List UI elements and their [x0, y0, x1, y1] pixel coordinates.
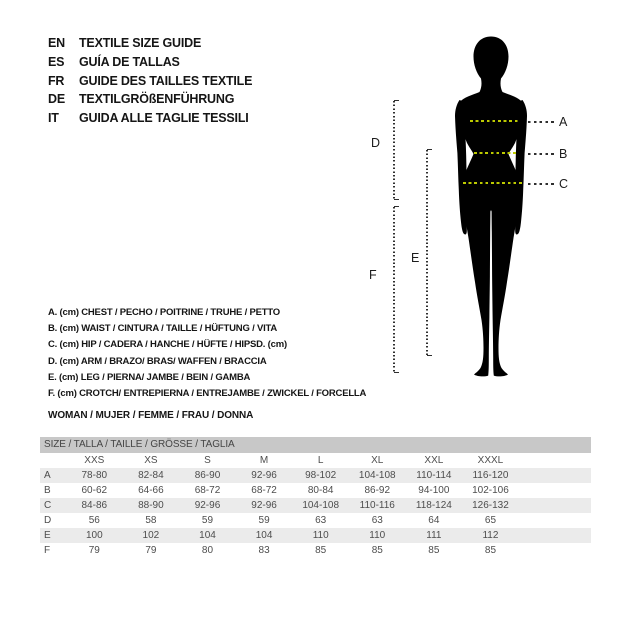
size-cell: 85 [484, 545, 497, 556]
size-cell: 94-100 [418, 485, 450, 496]
language-code: DE [48, 92, 65, 107]
language-row [48, 90, 252, 109]
size-cell: 85 [428, 545, 440, 556]
size-cell: 92-96 [251, 470, 277, 481]
size-cell: 84-86 [81, 500, 108, 511]
tick-mark [427, 149, 432, 150]
size-cell: 100 [85, 530, 103, 541]
size-col-header: XL [371, 455, 384, 466]
woman-silhouette-icon [430, 30, 552, 380]
size-cell: 56 [88, 515, 100, 526]
size-cell: 80 [201, 545, 214, 556]
size-table [40, 437, 591, 558]
language-code: FR [48, 73, 65, 88]
size-col-header: M [259, 455, 269, 466]
measurement-legend-item: A. (cm) CHEST / PECHO / POITRINE / TRUHE / PETTO [48, 306, 280, 318]
size-row-chest [40, 468, 591, 483]
size-cell: 58 [145, 515, 157, 526]
size-row-label: E [44, 530, 51, 541]
tick-mark [394, 206, 399, 207]
size-cell: 102-106 [472, 485, 509, 496]
language-code: IT [48, 111, 59, 126]
hip-leader-line [528, 183, 555, 185]
size-cell: 65 [484, 515, 497, 526]
size-cell: 116-120 [472, 470, 509, 481]
size-cell: 68-72 [251, 485, 277, 496]
size-cell: 110-116 [359, 500, 395, 511]
size-cell: 110 [312, 530, 329, 541]
language-label: TEXTILGRÖßENFÜHRUNG [79, 92, 235, 107]
size-cell: 104 [255, 530, 273, 541]
size-cell: 104-108 [358, 470, 396, 481]
measurement-legend [48, 304, 366, 402]
marker-label-hip: C [559, 177, 569, 191]
marker-label-leg: E [411, 251, 420, 265]
size-cell: 92-96 [251, 500, 277, 511]
waist-measure-line [474, 152, 516, 154]
size-cell: 59 [258, 515, 270, 526]
size-row-label: D [44, 515, 52, 526]
hip-measure-line [463, 182, 522, 184]
measurement-legend-item: E. (cm) LEG / PIERNA/ JAMBE / BEIN / GAMBA [48, 371, 251, 383]
waist-leader-line [528, 153, 555, 155]
language-row [48, 53, 252, 72]
size-cell: 85 [371, 545, 383, 556]
size-cell: 112 [482, 530, 499, 541]
tick-mark [427, 355, 432, 356]
marker-label-waist: B [559, 147, 568, 161]
size-row-leg [40, 528, 591, 543]
language-label: GUIDA ALLE TAGLIE TESSILI [79, 111, 249, 126]
size-cell: 104 [199, 530, 216, 541]
marker-label-crotch: F [369, 268, 377, 282]
size-cell: 88-90 [138, 500, 164, 511]
size-cell: 102 [142, 530, 160, 541]
gender-label: WOMAN / MUJER / FEMME / FRAU / DONNA [48, 410, 254, 421]
language-row [48, 109, 252, 128]
size-col-header: XXS [84, 455, 105, 466]
language-code: EN [48, 36, 65, 51]
size-cell: 59 [201, 515, 214, 526]
size-col-header: L [317, 455, 324, 466]
size-table-title: SIZE / TALLA / TAILLE / GRÖSSE / TAGLIA [40, 437, 591, 453]
leg-measure-line [426, 150, 428, 357]
measurement-legend-item: D. (cm) ARM / BRAZO/ BRAS/ WAFFEN / BRACCIA [48, 355, 267, 367]
language-label: GUÍA DE TALLAS [79, 55, 180, 70]
marker-label-chest: A [559, 115, 568, 129]
size-col-header: XS [144, 455, 158, 466]
size-row-label: F [44, 545, 51, 556]
size-cell: 80-84 [307, 485, 334, 496]
size-cell: 118-124 [415, 500, 452, 511]
size-row-label: B [44, 485, 51, 496]
language-title-block [48, 34, 252, 127]
tick-mark [394, 100, 399, 101]
size-row-waist [40, 483, 591, 498]
size-row-hip [40, 498, 591, 513]
size-col-header: XXL [424, 455, 444, 466]
size-cell: 60-62 [81, 485, 108, 496]
language-code: ES [48, 55, 65, 70]
size-cell: 64-66 [138, 485, 164, 496]
crotch-measure-line [393, 207, 395, 373]
size-col-header: XXXL [477, 455, 504, 466]
size-table-header-row [40, 453, 591, 468]
size-cell: 63 [371, 515, 383, 526]
size-row-arm [40, 513, 591, 528]
size-row-crotch [40, 543, 591, 558]
chest-measure-line [470, 120, 520, 122]
size-cell: 68-72 [194, 485, 221, 496]
measurement-legend-item: C. (cm) HIP / CADERA / HANCHE / HÜFTE / HIPSD. (cm) [48, 339, 287, 351]
size-cell: 126-132 [472, 500, 509, 511]
size-cell: 79 [88, 545, 100, 556]
size-cell: 64 [428, 515, 440, 526]
language-label: GUIDE DES TAILLES TEXTILE [79, 73, 253, 88]
size-cell: 79 [145, 545, 157, 556]
size-cell: 110-114 [416, 470, 452, 481]
size-cell: 85 [315, 545, 327, 556]
size-cell: 104-108 [302, 500, 340, 511]
size-cell: 98-102 [305, 470, 337, 481]
size-cell: 82-84 [138, 470, 164, 481]
chest-leader-line [528, 121, 555, 123]
size-cell: 111 [426, 530, 442, 541]
language-row [48, 71, 252, 90]
measurement-legend-item: B. (cm) WAIST / CINTURA / TAILLE / HÜFTUNG / VITA [48, 322, 278, 334]
measurement-legend-item: F. (cm) CROTCH/ ENTREPIERNA / ENTREJAMBE / ZWICKEL / FORCELLA [48, 388, 367, 400]
language-label: TEXTILE SIZE GUIDE [79, 36, 202, 51]
size-cell: 86-92 [364, 485, 391, 496]
size-cell: 86-90 [194, 470, 221, 481]
size-cell: 83 [258, 545, 270, 556]
size-row-label: C [44, 500, 52, 511]
arm-measure-line [393, 101, 395, 200]
tick-mark [394, 199, 399, 200]
size-cell: 110 [369, 530, 386, 541]
size-cell: 63 [315, 515, 327, 526]
tick-mark [394, 372, 399, 373]
size-row-label: A [44, 470, 51, 481]
marker-label-arm: D [371, 136, 381, 150]
size-cell: 92-96 [194, 500, 221, 511]
size-cell: 78-80 [81, 470, 108, 481]
size-col-header: S [204, 455, 211, 466]
language-row [48, 34, 252, 53]
